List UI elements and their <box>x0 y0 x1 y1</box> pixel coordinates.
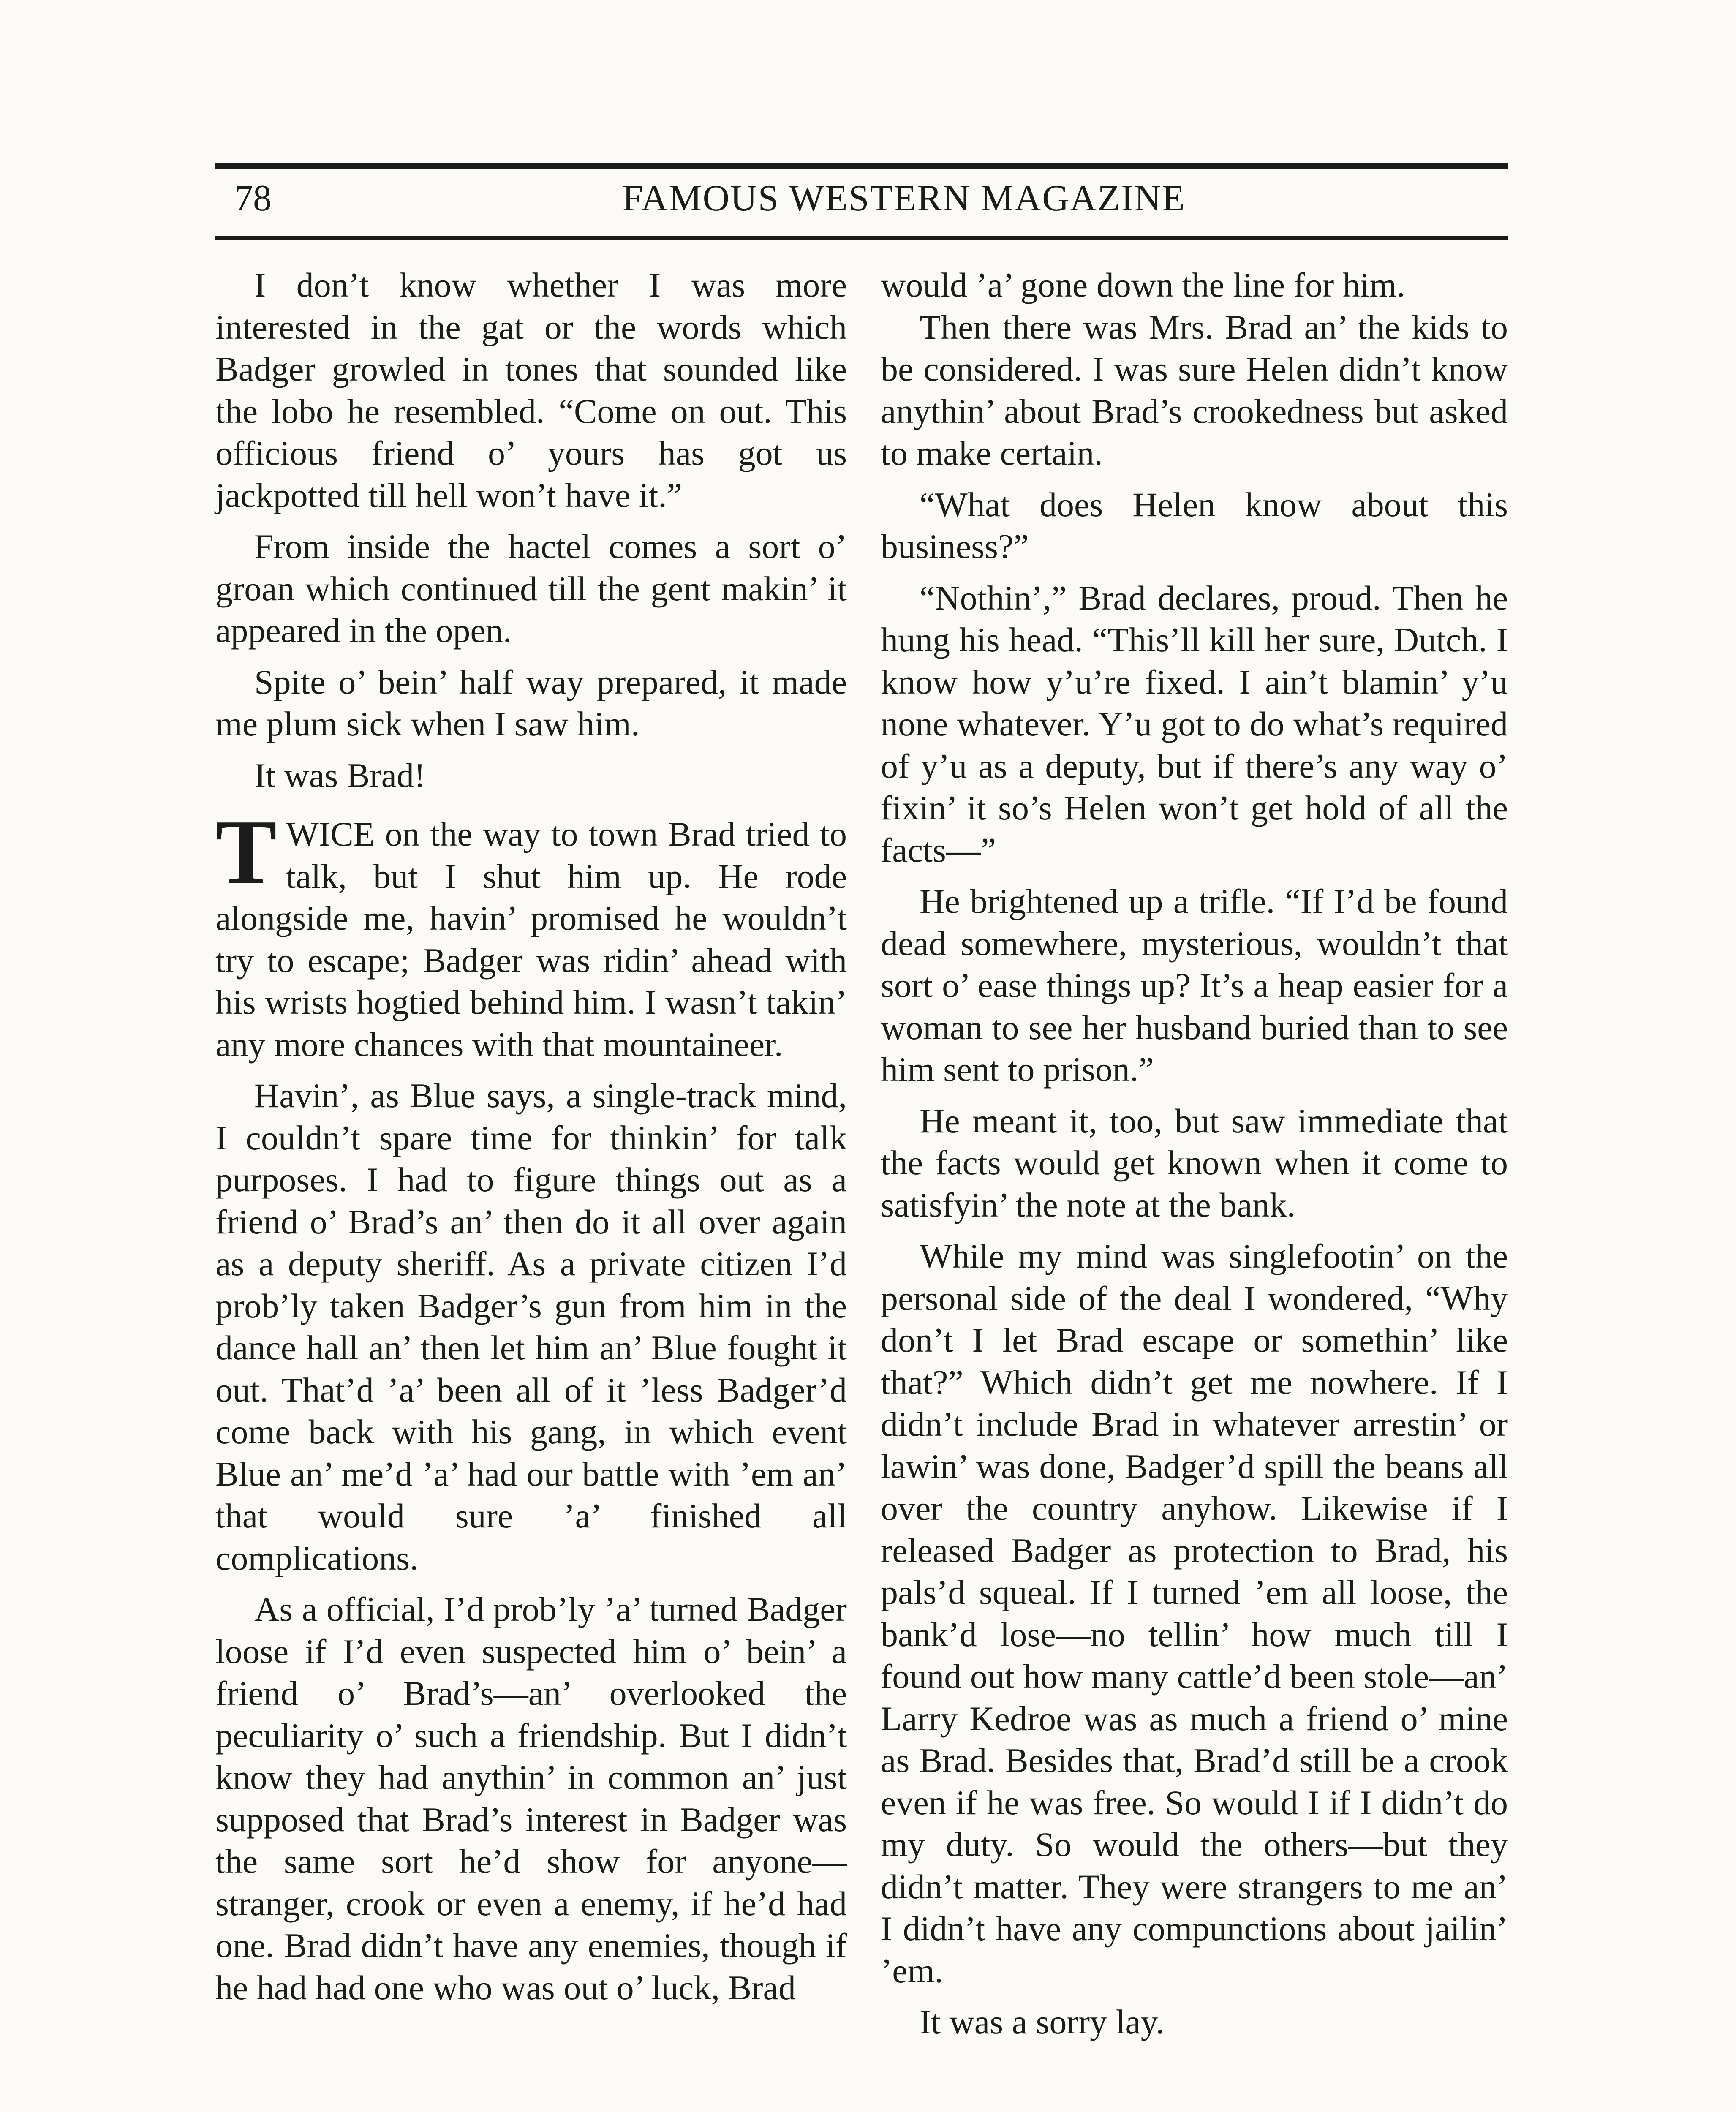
running-head: FAMOUS WESTERN MAGAZINE <box>622 178 1186 219</box>
paragraph-text: WICE on the way to town Brad tried to talk, but I shut him up. He rode alongside me, havin’ promised he wouldn’t try to escape; Badger was ridin’ ahead with his wrists hogtied behind him. I wasn’t takin’ any more chances with that mountaineer. <box>215 815 847 1064</box>
paragraph-continued: would ’a’ gone down the line for him. <box>881 266 1405 304</box>
page-number: 78 <box>234 178 272 219</box>
paragraph: It was a sorry lay. <box>920 2003 1165 2041</box>
paragraph: I don’t know whether I was more interested in the gat or the words which Badger growled in tones that sounded like the lobo he resembled. “Come on out. This officious friend o’ yours has got us jackpotted till hell won’t have it.” <box>215 266 847 514</box>
paragraph: While my mind was singlefootin’ on the personal side of the deal I wondered, “Why don’t I let Brad escape or somethin’ like that?” Which didn’t get me nowhere. If I didn’t include Brad in whatever arrestin’ or lawin’ was done, Badger’d spill the beans all over the country anyhow. Likewise if I released Badger as protection to Brad, his pals’d squeal. If I turned ’em all loose, the bank’d lose—no tellin’ how much till I found out how many cattle’d been stole—an’ Larry Kedroe was as much a friend o’ mine as Brad. Besides that, Brad’d still be a crook even if he was free. So would I if I didn’t do my duty. So would the others—but they didn’t matter. They were strangers to me an’ I didn’t have any compunctions about jailin’ ’em. <box>881 1237 1508 1990</box>
header-rule-bottom <box>215 236 1508 240</box>
header-rule-top <box>215 163 1508 169</box>
section-opening-paragraph <box>215 801 847 1065</box>
right-column <box>881 264 1508 2043</box>
paragraph: From inside the hactel comes a sort o’ groan which continued till the gent makin’ it appeared in the open. <box>215 527 847 650</box>
paragraph: As a official, I’d prob’ly ’a’ turned Badger loose if I’d even suspected him o’ bein’ a friend o’ Brad’s—an’ overlooked the peculiarity o’ such a friendship. But I didn’t know they had anythin’ in common an’ just supposed that Brad’s interest in Badger was the same sort he’d show for anyone—stranger, crook or even a enemy, if he’d had one. Brad didn’t have any enemies, though if he had had one who was out o’ luck, Brad <box>215 1590 847 2007</box>
paragraph: He brightened up a trifle. “If I’d be found dead somewhere, mysterious, wouldn’t that sort o’ ease things up? It’s a heap easier for a woman to see her husband buried than to see him sent to prison.” <box>881 882 1508 1089</box>
drop-cap: T <box>215 801 277 903</box>
paragraph: “Nothin’,” Brad declares, proud. Then he hung his head. “This’ll kill her sure, Dutch. I know how y’u’re fixed. I ain’t blamin’ y’u none whatever. Y’u got to do what’s required of y’u as a deputy, but if there’s any way o’ fixin’ it so’s Helen won’t get hold of all the facts—” <box>881 578 1508 869</box>
left-column <box>215 264 847 2009</box>
paragraph: Then there was Mrs. Brad an’ the kids to be considered. I was sure Helen didn’t know anythin’ about Brad’s crookedness but asked to make certain. <box>881 308 1508 472</box>
paragraph: “What does Helen know about this business?” <box>881 485 1508 566</box>
paragraph: He meant it, too, but saw immediate that the facts would get known when it come to satisfyin’ the note at the bank. <box>881 1101 1508 1224</box>
paragraph: It was Brad! <box>254 756 426 795</box>
paragraph: Havin’, as Blue says, a single-track mind, I couldn’t spare time for thinkin’ for talk purposes. I had to figure things out as a friend o’ Brad’s an’ then do it all over again as a deputy sheriff. As a private citizen I’d prob’ly taken Badger’s gun from him in the dance hall an’ then let him an’ Blue fought it out. That’d ’a’ been all of it ’less Badger’d come back with his gang, in which event Blue an’ me’d ’a’ had our battle with ’em an’ that would sure ’a’ finished all complications. <box>215 1076 847 1577</box>
paragraph: Spite o’ bein’ half way prepared, it made me plum sick when I saw him. <box>215 662 847 743</box>
